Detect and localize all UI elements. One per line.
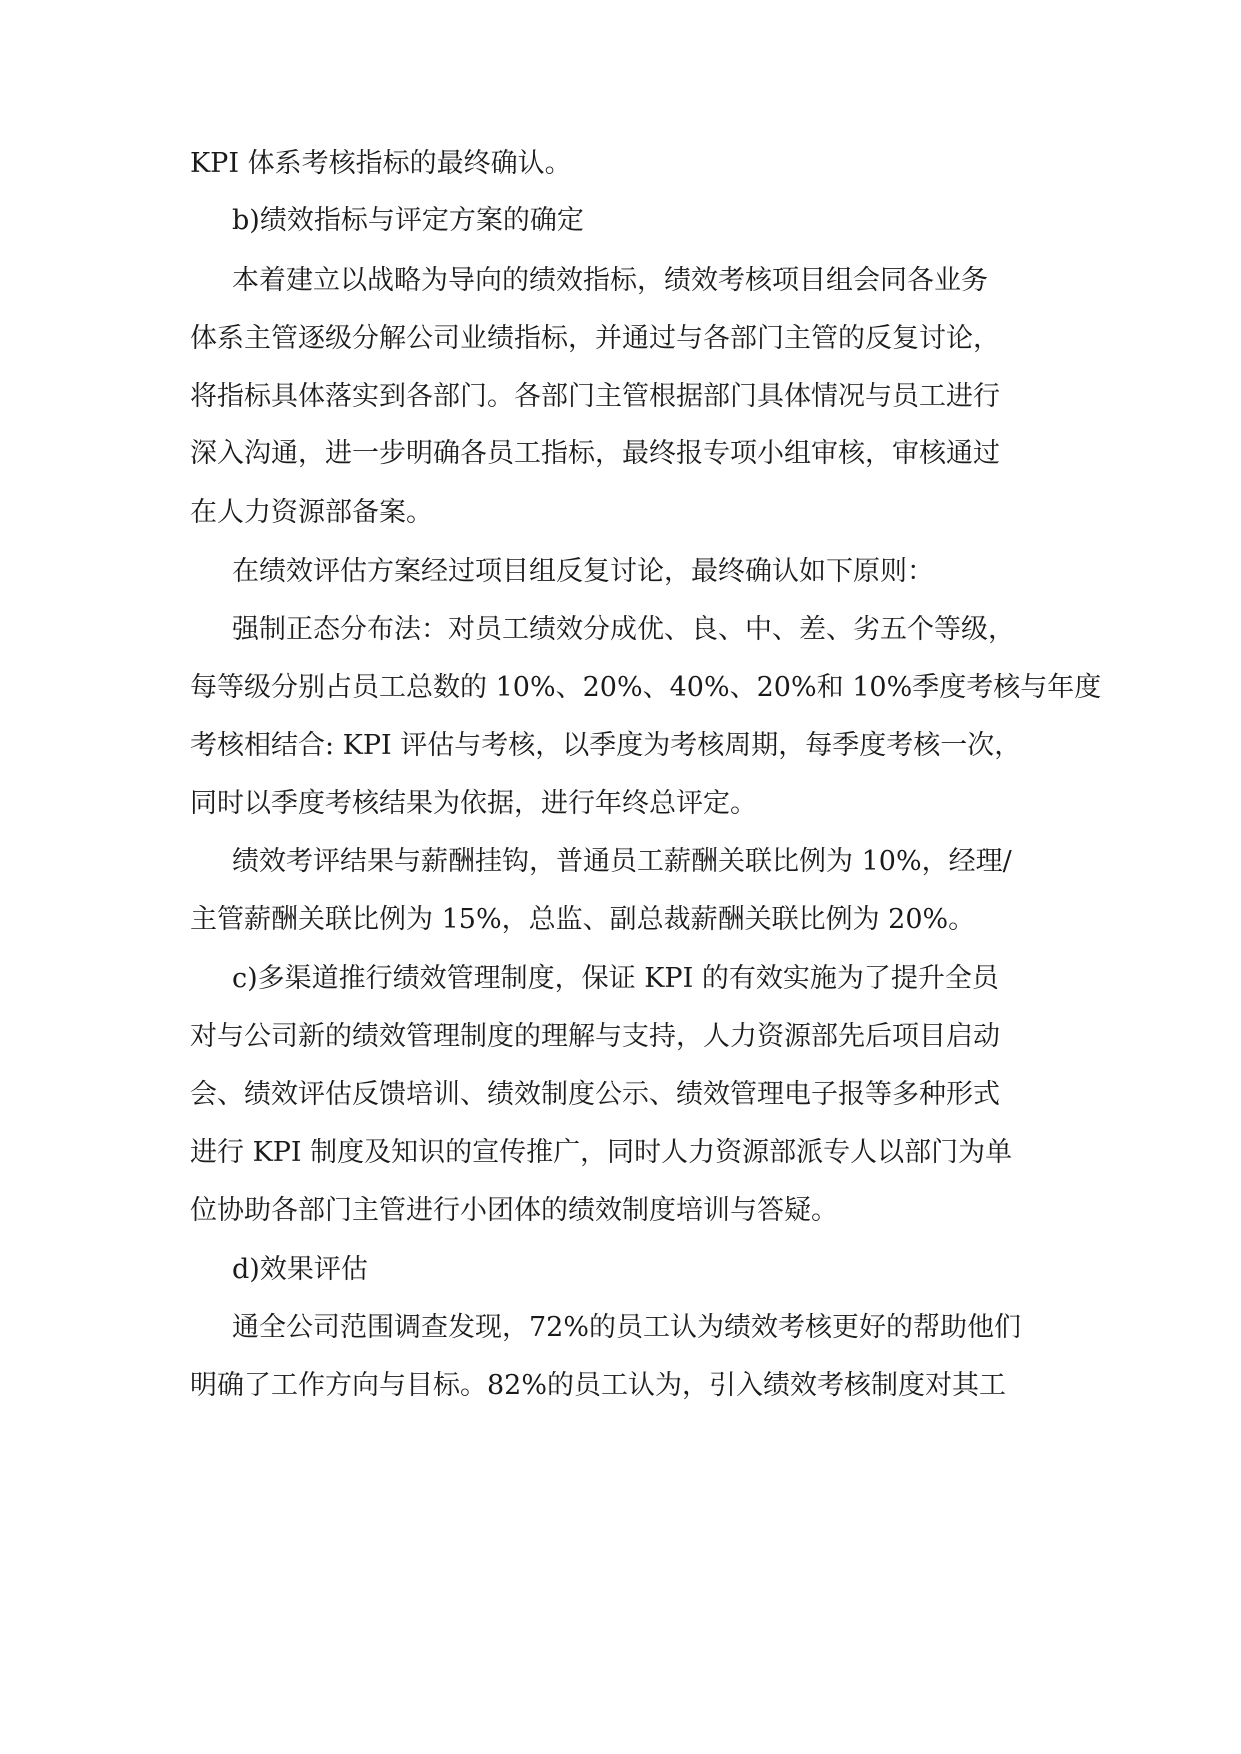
text-line: 同时以季度考核结果为依据，进行年终总评定。 (190, 788, 757, 819)
text-line: KPI 体系考核指标的最终确认。 (190, 148, 572, 179)
text-line: 在人力资源部备案。 (190, 497, 433, 528)
section-heading-d: d)效果评估 (232, 1254, 368, 1285)
text-line: 考核相结合: KPI 评估与考核，以季度为考核周期，每季度考核一次， (190, 730, 1022, 761)
section-heading-c: c)多渠道推行绩效管理制度，保证 KPI 的有效实施为了提升全员 (232, 963, 999, 994)
text-line: 本着建立以战略为导向的绩效指标，绩效考核项目组会同各业务 (232, 265, 988, 296)
text-line: 在绩效评估方案经过项目组反复讨论，最终确认如下原则： (232, 556, 934, 587)
text-line: 体系主管逐级分解公司业绩指标，并通过与各部门主管的反复讨论， (190, 323, 1000, 354)
text-line: 进行 KPI 制度及知识的宣传推广，同时人力资源部派专人以部门为单 (190, 1137, 1013, 1168)
text-line: 对与公司新的绩效管理制度的理解与支持，人力资源部先后项目启动 (190, 1021, 1000, 1052)
text-line: 每等级分别占员工总数的 10%、20%、40%、20%和 10%季度考核与年度 (190, 672, 1102, 703)
section-heading-b: b)绩效指标与评定方案的确定 (232, 205, 584, 236)
text-line: 主管薪酬关联比例为 15%，总监、副总裁薪酬关联比例为 20%。 (190, 904, 976, 935)
text-line: 绩效考评结果与薪酬挂钩，普通员工薪酬关联比例为 10%，经理/ (232, 846, 1012, 877)
text-line: 深入沟通，进一步明确各员工指标，最终报专项小组审核，审核通过 (190, 438, 1000, 469)
text-line: 明确了工作方向与目标。82%的员工认为，引入绩效考核制度对其工 (190, 1370, 1007, 1401)
text-line: 将指标具体落实到各部门。各部门主管根据部门具体情况与员工进行 (190, 381, 1000, 412)
text-line: 位协助各部门主管进行小团体的绩效制度培训与答疑。 (190, 1195, 838, 1226)
text-line: 会、绩效评估反馈培训、绩效制度公示、绩效管理电子报等多种形式 (190, 1079, 1000, 1110)
text-line: 强制正态分布法：对员工绩效分成优、良、中、差、劣五个等级， (232, 614, 1015, 645)
text-line: 通全公司范围调查发现，72%的员工认为绩效考核更好的帮助他们 (232, 1312, 1022, 1343)
